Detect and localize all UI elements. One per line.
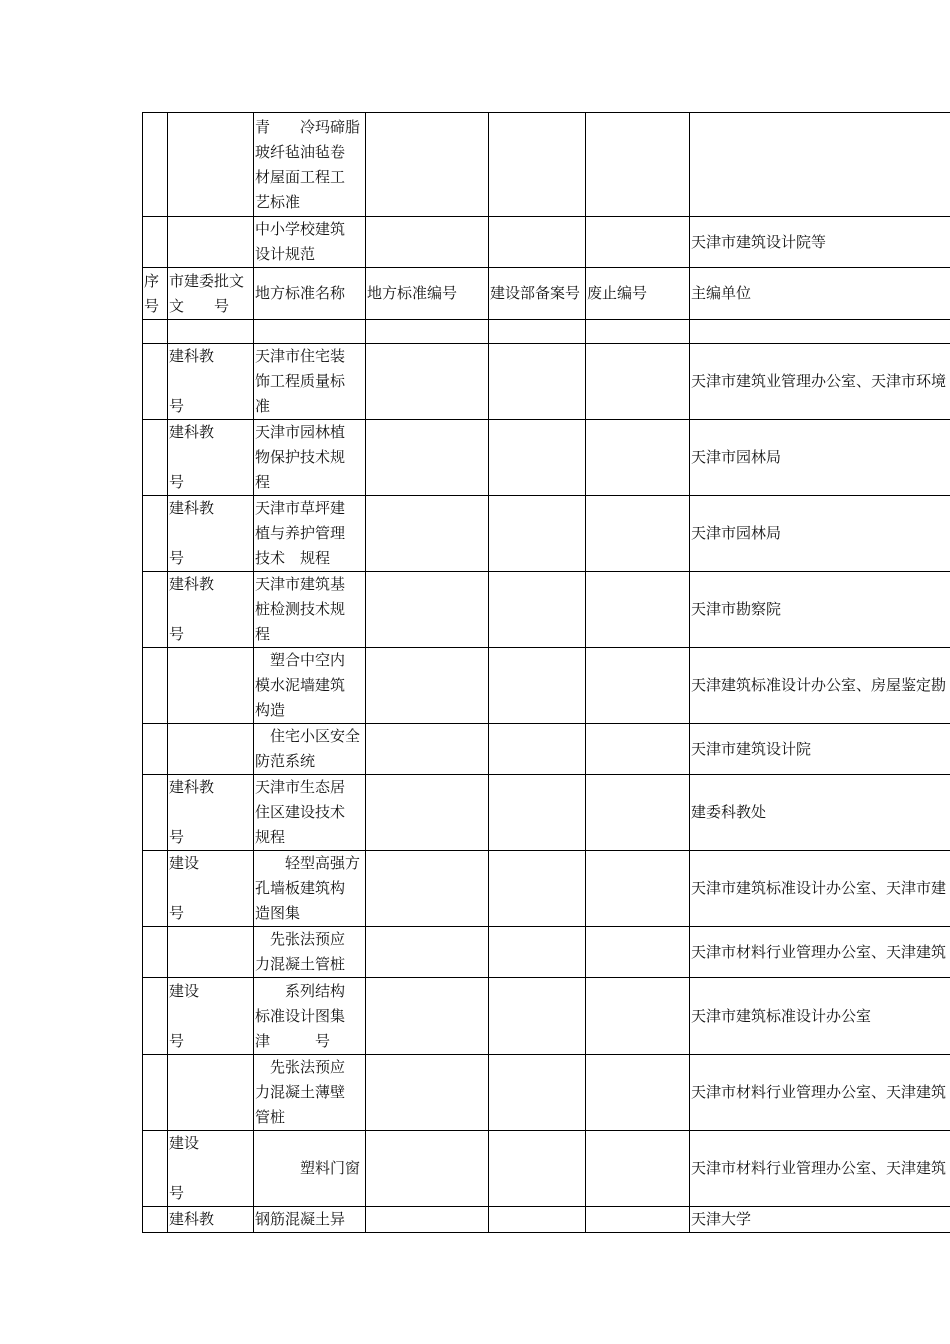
doc-cell: 建设 号 bbox=[168, 978, 254, 1055]
table-row bbox=[143, 851, 950, 927]
abolish-cell bbox=[586, 1131, 690, 1207]
abolish-cell bbox=[586, 1055, 690, 1131]
header-abolish-number: 废止编号 bbox=[586, 268, 690, 320]
abolish-cell bbox=[586, 978, 690, 1055]
name-cell: 系列结构 标准设计图集 津 号 bbox=[254, 978, 366, 1055]
code-cell bbox=[366, 1131, 489, 1207]
seq-cell bbox=[143, 344, 168, 420]
filing-cell bbox=[489, 572, 586, 648]
code-cell bbox=[366, 775, 489, 851]
doc-cell bbox=[168, 724, 254, 775]
filing-cell bbox=[489, 648, 586, 724]
table-row bbox=[143, 496, 950, 572]
code-cell bbox=[366, 927, 489, 978]
editor-cell bbox=[690, 320, 950, 344]
editor-cell: 天津市材料行业管理办公室、天津建筑 bbox=[690, 1131, 950, 1207]
name-cell: 先张法预应 力混凝土薄壁 管桩 bbox=[254, 1055, 366, 1131]
editor-cell: 天津市园林局 bbox=[690, 420, 950, 496]
seq-cell bbox=[143, 572, 168, 648]
table-row bbox=[143, 775, 950, 851]
code-cell bbox=[366, 420, 489, 496]
seq-cell bbox=[143, 1055, 168, 1131]
editor-cell: 天津市园林局 bbox=[690, 496, 950, 572]
seq-cell bbox=[143, 978, 168, 1055]
name-cell: 塑料门窗 bbox=[254, 1131, 366, 1207]
code-cell bbox=[366, 1055, 489, 1131]
code-cell bbox=[366, 724, 489, 775]
doc-cell: 建设 号 bbox=[168, 851, 254, 927]
name-cell: 中小学校建筑 设计规范 bbox=[254, 217, 366, 268]
doc-cell: 建科教 号 bbox=[168, 420, 254, 496]
abolish-cell bbox=[586, 496, 690, 572]
name-cell: 塑合中空内 模水泥墙建筑 构造 bbox=[254, 648, 366, 724]
editor-cell: 天津大学 bbox=[690, 1207, 950, 1233]
header-standard-name: 地方标准名称 bbox=[254, 268, 366, 320]
doc-cell bbox=[168, 113, 254, 217]
filing-cell bbox=[489, 320, 586, 344]
filing-cell bbox=[489, 927, 586, 978]
name-cell: 轻型高强方 孔墙板建筑构 造图集 bbox=[254, 851, 366, 927]
name-cell: 天津市住宅装 饰工程质量标 准 bbox=[254, 344, 366, 420]
name-cell: 天津市草坪建 植与养护管理 技术 规程 bbox=[254, 496, 366, 572]
abolish-cell bbox=[586, 420, 690, 496]
abolish-cell bbox=[586, 775, 690, 851]
table-row bbox=[143, 320, 950, 344]
seq-cell bbox=[143, 851, 168, 927]
seq-cell bbox=[143, 496, 168, 572]
code-cell bbox=[366, 572, 489, 648]
table-row bbox=[143, 648, 950, 724]
editor-cell: 天津市勘察院 bbox=[690, 572, 950, 648]
abolish-cell bbox=[586, 320, 690, 344]
seq-cell bbox=[143, 1207, 168, 1233]
code-cell bbox=[366, 1207, 489, 1233]
code-cell bbox=[366, 217, 489, 268]
filing-cell bbox=[489, 1055, 586, 1131]
code-cell bbox=[366, 496, 489, 572]
editor-cell: 天津市建筑标准设计办公室、天津市建 bbox=[690, 851, 950, 927]
table-row bbox=[143, 1055, 950, 1131]
code-cell bbox=[366, 344, 489, 420]
abolish-cell bbox=[586, 217, 690, 268]
filing-cell bbox=[489, 978, 586, 1055]
editor-cell bbox=[690, 113, 950, 217]
doc-cell bbox=[168, 320, 254, 344]
seq-cell bbox=[143, 320, 168, 344]
seq-cell bbox=[143, 217, 168, 268]
doc-cell bbox=[168, 648, 254, 724]
editor-cell: 天津市材料行业管理办公室、天津建筑 bbox=[690, 927, 950, 978]
doc-cell: 建设 号 bbox=[168, 1131, 254, 1207]
filing-cell bbox=[489, 496, 586, 572]
abolish-cell bbox=[586, 648, 690, 724]
abolish-cell bbox=[586, 572, 690, 648]
editor-cell: 天津市材料行业管理办公室、天津建筑 bbox=[690, 1055, 950, 1131]
table-row bbox=[143, 113, 950, 217]
seq-cell bbox=[143, 775, 168, 851]
code-cell bbox=[366, 978, 489, 1055]
code-cell bbox=[366, 320, 489, 344]
table-header-row bbox=[143, 268, 950, 320]
name-cell bbox=[254, 320, 366, 344]
table-row bbox=[143, 1207, 950, 1233]
doc-cell bbox=[168, 1055, 254, 1131]
doc-cell: 建科教 号 bbox=[168, 775, 254, 851]
code-cell bbox=[366, 648, 489, 724]
doc-cell: 建科教 号 bbox=[168, 496, 254, 572]
doc-cell bbox=[168, 927, 254, 978]
code-cell bbox=[366, 113, 489, 217]
header-filing-number: 建设部备案号 bbox=[489, 268, 586, 320]
header-doc-number: 市建委批文 文 号 bbox=[168, 268, 254, 320]
name-cell: 钢筋混凝土异 bbox=[254, 1207, 366, 1233]
table-row bbox=[143, 572, 950, 648]
abolish-cell bbox=[586, 927, 690, 978]
header-seq: 序 号 bbox=[143, 268, 168, 320]
name-cell: 先张法预应 力混凝土管桩 bbox=[254, 927, 366, 978]
doc-cell: 建科教 号 bbox=[168, 572, 254, 648]
editor-cell: 建委科教处 bbox=[690, 775, 950, 851]
filing-cell bbox=[489, 851, 586, 927]
table-row bbox=[143, 978, 950, 1055]
table-row bbox=[143, 724, 950, 775]
filing-cell bbox=[489, 775, 586, 851]
seq-cell bbox=[143, 113, 168, 217]
filing-cell bbox=[489, 113, 586, 217]
name-cell: 天津市园林植 物保护技术规 程 bbox=[254, 420, 366, 496]
name-cell: 天津市生态居 住区建设技术 规程 bbox=[254, 775, 366, 851]
editor-cell: 天津市建筑设计院等 bbox=[690, 217, 950, 268]
filing-cell bbox=[489, 724, 586, 775]
seq-cell bbox=[143, 724, 168, 775]
editor-cell: 天津建筑标准设计办公室、房屋鉴定勘 bbox=[690, 648, 950, 724]
editor-cell: 天津市建筑业管理办公室、天津市环境 bbox=[690, 344, 950, 420]
editor-cell: 天津市建筑标准设计办公室 bbox=[690, 978, 950, 1055]
seq-cell bbox=[143, 648, 168, 724]
name-cell: 天津市建筑基 桩检测技术规 程 bbox=[254, 572, 366, 648]
table-row bbox=[143, 927, 950, 978]
header-editor-unit: 主编单位 bbox=[690, 268, 950, 320]
name-cell: 青 冷玛碲脂 玻纤毡油毡卷 材屋面工程工 艺标准 bbox=[254, 113, 366, 217]
editor-cell: 天津市建筑设计院 bbox=[690, 724, 950, 775]
abolish-cell bbox=[586, 113, 690, 217]
header-standard-code: 地方标准编号 bbox=[366, 268, 489, 320]
table-row bbox=[143, 1131, 950, 1207]
standards-table bbox=[142, 112, 950, 1233]
seq-cell bbox=[143, 1131, 168, 1207]
filing-cell bbox=[489, 1207, 586, 1233]
abolish-cell bbox=[586, 344, 690, 420]
abolish-cell bbox=[586, 851, 690, 927]
table-row bbox=[143, 217, 950, 268]
table-row bbox=[143, 344, 950, 420]
code-cell bbox=[366, 851, 489, 927]
doc-cell: 建科教 bbox=[168, 1207, 254, 1233]
doc-cell bbox=[168, 217, 254, 268]
seq-cell bbox=[143, 420, 168, 496]
filing-cell bbox=[489, 1131, 586, 1207]
table-row bbox=[143, 420, 950, 496]
filing-cell bbox=[489, 344, 586, 420]
name-cell: 住宅小区安全 防范系统 bbox=[254, 724, 366, 775]
abolish-cell bbox=[586, 1207, 690, 1233]
filing-cell bbox=[489, 217, 586, 268]
filing-cell bbox=[489, 420, 586, 496]
seq-cell bbox=[143, 927, 168, 978]
abolish-cell bbox=[586, 724, 690, 775]
doc-cell: 建科教 号 bbox=[168, 344, 254, 420]
